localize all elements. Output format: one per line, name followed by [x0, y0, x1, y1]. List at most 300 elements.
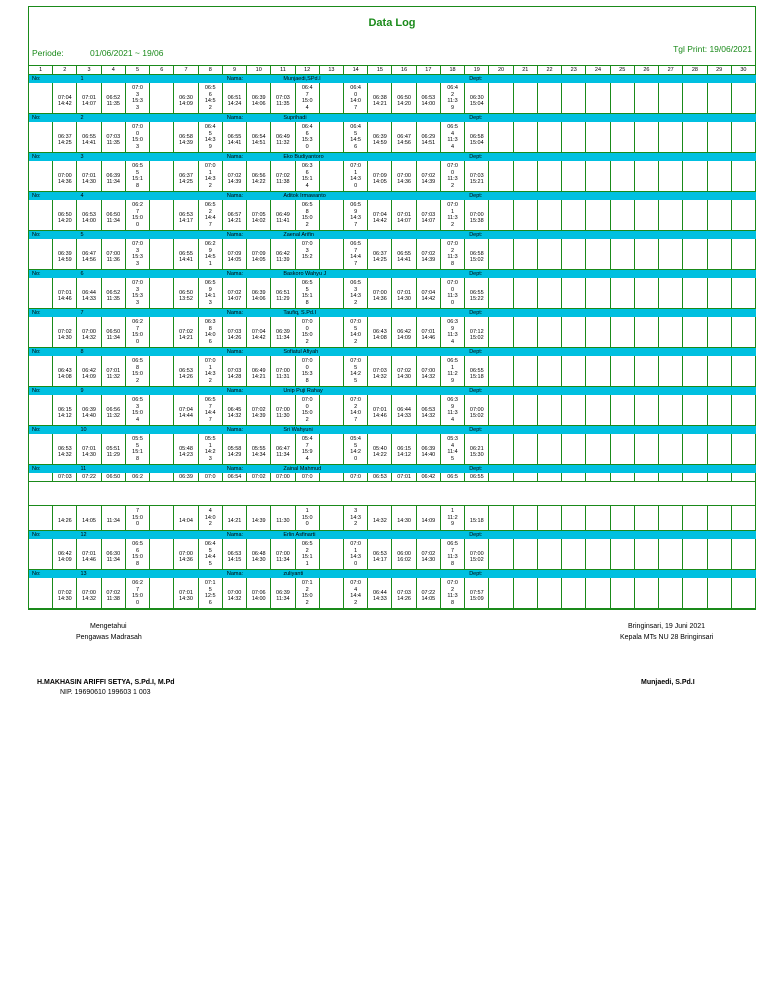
time-value: 07:0	[301, 319, 313, 325]
time-value: 14:30	[82, 179, 96, 186]
time-cell-28	[683, 278, 707, 308]
time-cell-26	[635, 122, 659, 152]
time-value: 5	[208, 586, 212, 593]
time-value: 07:0	[350, 319, 361, 325]
time-value: 14:32	[227, 596, 242, 603]
time-value: 07:02	[106, 589, 121, 596]
time-value: 8	[136, 455, 140, 462]
time-cell-4	[102, 122, 126, 152]
time-cell-2	[53, 434, 77, 464]
employee-band-row	[29, 348, 756, 356]
time-value: 06:52	[106, 94, 121, 101]
time-cell-17	[417, 83, 441, 113]
time-cell-1	[29, 356, 53, 386]
time-cell-24	[586, 239, 610, 269]
time-cell-17	[417, 122, 441, 152]
time-cell-25	[611, 278, 635, 308]
time-cell-13	[320, 200, 344, 230]
time-value: 11:39	[276, 257, 290, 264]
time-value: 11:3	[447, 554, 458, 560]
time-cell-6	[150, 356, 174, 386]
time-value: 8	[451, 599, 455, 606]
time-cell-5	[126, 122, 150, 152]
time-cell-7	[174, 506, 198, 530]
time-value: 6	[136, 547, 140, 554]
column-header-12: 12	[296, 66, 320, 74]
time-value: 14:0	[350, 98, 361, 104]
time-value: 06:5	[350, 280, 361, 286]
time-value: 2	[208, 521, 212, 528]
time-value: 11:41	[276, 218, 290, 225]
time-cell-20	[489, 578, 513, 608]
time-cell-25	[611, 239, 635, 269]
time-cell-26	[635, 578, 659, 608]
time-cell-30	[732, 473, 756, 481]
time-value: 7	[451, 547, 455, 554]
time-value: 06:49	[276, 133, 290, 140]
time-cell-8	[199, 239, 223, 269]
time-value: 06:58	[469, 250, 484, 257]
time-value: 4	[451, 416, 455, 423]
time-value: 15:02	[469, 557, 484, 564]
time-cell-4	[102, 278, 126, 308]
time-value: 15:2	[301, 254, 313, 260]
time-cell-26	[635, 473, 659, 481]
time-value: 05:40	[372, 445, 387, 452]
time-value: 14:36	[372, 296, 387, 303]
time-cell-14	[344, 434, 368, 464]
time-value: 06:52	[106, 289, 121, 296]
time-value: 06:38	[372, 94, 387, 101]
time-value: 1	[208, 442, 212, 449]
time-value: 14:30	[179, 596, 193, 603]
time-value: 06:44	[82, 289, 96, 296]
column-header-27: 27	[659, 66, 683, 74]
time-value: 14:00	[82, 218, 96, 225]
time-cell-1	[29, 278, 53, 308]
time-cell-26	[635, 539, 659, 569]
time-value: 14:59	[372, 140, 387, 147]
time-value: 07:00	[469, 406, 484, 413]
time-value: 11:2	[447, 514, 458, 521]
time-value: 14:0	[350, 332, 361, 338]
time-value: 14:46	[57, 296, 72, 303]
time-value: 06:5	[301, 541, 313, 547]
time-value: 14:39	[421, 179, 436, 186]
time-value: 15:02	[469, 335, 484, 342]
time-value: 14:09	[397, 335, 411, 342]
time-cell-22	[538, 539, 562, 569]
time-value: 14:0	[204, 332, 216, 338]
time-row	[29, 200, 756, 231]
time-cell-29	[708, 161, 732, 191]
time-cell-9	[223, 473, 247, 481]
time-row	[29, 83, 756, 114]
time-cell-27	[659, 317, 683, 347]
time-value: 11:34	[106, 218, 120, 225]
time-value: 14:33	[397, 413, 411, 420]
time-value: 14:32	[82, 335, 96, 342]
time-value: 14:06	[251, 296, 266, 303]
time-value: 07:03	[106, 133, 121, 140]
time-value: 0	[451, 299, 455, 306]
time-value: 11:32	[106, 413, 120, 420]
time-cell-12	[296, 161, 320, 191]
time-cell-9	[223, 506, 247, 530]
time-value: 07:01	[106, 367, 121, 374]
time-value: 05:48	[179, 445, 193, 452]
time-cell-11	[271, 434, 295, 464]
time-cell-13	[320, 434, 344, 464]
time-value: 14:1	[204, 293, 216, 299]
time-cell-23	[562, 356, 586, 386]
time-value: 06:53	[421, 94, 436, 101]
time-value: 14:42	[57, 101, 72, 108]
time-cell-18	[441, 161, 465, 191]
time-value: 9	[208, 247, 212, 254]
employee-name: Taufiq, S.Pd.I	[283, 310, 317, 316]
footer-left-line1: Mengetahui	[90, 623, 127, 630]
time-cell-5	[126, 473, 150, 481]
time-value: 9	[354, 208, 358, 215]
time-value: 14:41	[227, 140, 242, 147]
time-value: 14:26	[57, 518, 72, 524]
employee-band-row	[29, 75, 756, 83]
time-value: 07:00	[179, 550, 193, 557]
time-value: 8	[208, 325, 212, 332]
time-value: 07:0	[447, 280, 458, 286]
time-value: 14:21	[372, 101, 387, 108]
time-cell-19	[465, 83, 489, 113]
time-cell-9	[223, 539, 247, 569]
time-value: 14:30	[421, 557, 436, 564]
time-value: 07:0	[350, 473, 361, 480]
time-cell-7	[174, 161, 198, 191]
time-value: 14:41	[82, 140, 96, 147]
time-cell-22	[538, 395, 562, 425]
time-value: 11:34	[106, 179, 120, 186]
employee-band-row	[29, 114, 756, 122]
time-cell-30	[732, 539, 756, 569]
time-cell-15	[368, 578, 392, 608]
column-header-21: 21	[514, 66, 538, 74]
time-value: 14:08	[372, 335, 387, 342]
time-value: 07:02	[57, 589, 72, 596]
employee-no: 10	[80, 427, 87, 433]
time-value: 15:0	[301, 593, 313, 599]
time-cell-21	[514, 278, 538, 308]
time-cell-15	[368, 317, 392, 347]
time-value: 15:3	[132, 293, 143, 299]
column-header-18: 18	[441, 66, 465, 74]
time-value: 06:55	[82, 133, 96, 140]
footer-right-name: Munjaedi, S.Pd.I	[641, 679, 695, 686]
time-cell-2	[53, 506, 77, 530]
time-value: 06:5	[132, 397, 143, 403]
time-value: 9	[208, 286, 212, 293]
time-cell-24	[586, 356, 610, 386]
time-cell-23	[562, 395, 586, 425]
time-cell-30	[732, 83, 756, 113]
time-cell-11	[271, 473, 295, 481]
time-value: 15:0	[132, 593, 143, 599]
time-value: 14:32	[372, 518, 387, 524]
time-value: 07:03	[276, 94, 290, 101]
time-value: 14:26	[397, 596, 411, 603]
time-value: 06:15	[397, 445, 411, 452]
time-value: 3	[136, 403, 140, 410]
time-cell-16	[393, 161, 417, 191]
time-value: 11:34	[106, 518, 120, 524]
employee-band-row	[29, 270, 756, 278]
time-row	[29, 122, 756, 153]
time-cell-30	[732, 506, 756, 530]
time-cell-6	[150, 83, 174, 113]
time-cell-15	[368, 506, 392, 530]
name-label: Nama:	[226, 232, 244, 238]
time-value: 07:09	[251, 250, 266, 257]
time-value: 11:30	[276, 413, 290, 420]
time-value: 15:0	[132, 554, 143, 560]
time-cell-21	[514, 83, 538, 113]
time-value: 06:4	[447, 85, 458, 91]
name-label: Nama:	[226, 532, 244, 538]
time-cell-30	[732, 356, 756, 386]
time-value: 07:01	[82, 94, 96, 101]
time-value: 06:39	[82, 406, 96, 413]
time-cell-20	[489, 539, 513, 569]
time-cell-3	[77, 239, 101, 269]
time-value: 06:48	[251, 550, 266, 557]
time-cell-6	[150, 161, 174, 191]
time-value: 11:2	[447, 371, 458, 377]
time-value: 07:00	[276, 406, 290, 413]
time-cell-6	[150, 473, 174, 481]
time-value: 16:02	[397, 557, 411, 564]
time-cell-18	[441, 473, 465, 481]
time-value: 3	[136, 286, 140, 293]
dept-label: Dept:	[469, 115, 483, 121]
time-value: 11:35	[106, 140, 120, 147]
time-value: 11:29	[276, 296, 290, 303]
time-value: 06:47	[276, 445, 290, 452]
time-cell-5	[126, 317, 150, 347]
time-value: 06:00	[397, 550, 411, 557]
time-cell-3	[77, 356, 101, 386]
time-value: 05:4	[350, 436, 361, 442]
time-cell-22	[538, 239, 562, 269]
time-value: 2	[208, 377, 212, 384]
employee-no: 2	[80, 115, 84, 121]
time-cell-12	[296, 356, 320, 386]
time-value: 3	[136, 247, 140, 254]
employee-no: 4	[80, 193, 84, 199]
time-value: 15:0	[132, 514, 143, 521]
time-cell-27	[659, 356, 683, 386]
time-value: 14:39	[421, 257, 436, 264]
time-value: 15:1	[132, 176, 143, 182]
time-cell-28	[683, 473, 707, 481]
time-cell-29	[708, 278, 732, 308]
time-value: 0	[354, 91, 358, 98]
time-value: 06:50	[179, 289, 193, 296]
name-label: Nama:	[226, 427, 244, 433]
time-cell-20	[489, 506, 513, 530]
time-cell-29	[708, 578, 732, 608]
time-cell-7	[174, 356, 198, 386]
time-value: 07:03	[421, 211, 436, 218]
time-cell-17	[417, 506, 441, 530]
time-value: 15:3	[132, 98, 143, 104]
time-cell-2	[53, 473, 77, 481]
time-cell-17	[417, 239, 441, 269]
name-label: Nama:	[226, 271, 244, 277]
employee-name: Unip Puji Rahay	[283, 388, 323, 394]
time-value: 14:36	[179, 557, 193, 564]
time-value: 07:0	[204, 163, 216, 169]
time-value: 06:55	[469, 367, 484, 374]
time-cell-15	[368, 83, 392, 113]
time-cell-14	[344, 578, 368, 608]
time-value: 07:01	[397, 289, 411, 296]
time-cell-28	[683, 239, 707, 269]
time-value: 14:06	[251, 101, 266, 108]
employee-band-row	[29, 192, 756, 200]
time-cell-27	[659, 83, 683, 113]
time-value: 13:52	[179, 296, 193, 303]
time-cell-10	[247, 83, 271, 113]
time-value: 0	[354, 455, 358, 462]
time-cell-3	[77, 506, 101, 530]
time-value: 0	[451, 169, 455, 176]
time-value: 14:00	[421, 101, 436, 108]
time-value: 14:15	[227, 557, 242, 564]
no-label: No:	[32, 271, 41, 277]
time-cell-5	[126, 200, 150, 230]
time-value: 15:04	[469, 140, 484, 147]
time-cell-10	[247, 317, 271, 347]
time-value: 15:9	[301, 449, 313, 455]
time-cell-7	[174, 578, 198, 608]
time-cell-7	[174, 239, 198, 269]
time-value: 14:17	[372, 557, 387, 564]
time-cell-25	[611, 506, 635, 530]
time-cell-17	[417, 395, 441, 425]
time-cell-20	[489, 122, 513, 152]
time-value: 0	[305, 325, 309, 332]
time-cell-9	[223, 200, 247, 230]
time-cell-6	[150, 200, 174, 230]
time-value: 07:0	[301, 241, 313, 247]
time-cell-13	[320, 239, 344, 269]
time-cell-14	[344, 473, 368, 481]
time-value: 2	[305, 338, 309, 345]
time-value: 15:0	[132, 215, 143, 221]
time-cell-12	[296, 122, 320, 152]
time-value: 05:4	[301, 436, 313, 442]
time-value: 1	[208, 364, 212, 371]
time-cell-20	[489, 317, 513, 347]
time-value: 06:39	[179, 473, 193, 480]
time-cell-3	[77, 317, 101, 347]
time-cell-16	[393, 539, 417, 569]
time-value: 4	[451, 143, 455, 150]
time-cell-25	[611, 473, 635, 481]
employee-band-row	[29, 531, 756, 539]
no-label: No:	[32, 232, 41, 238]
time-cell-9	[223, 278, 247, 308]
time-cell-5	[126, 356, 150, 386]
time-value: 14:32	[227, 413, 242, 420]
time-cell-29	[708, 395, 732, 425]
time-cell-9	[223, 395, 247, 425]
time-cell-24	[586, 539, 610, 569]
time-value: 05:51	[106, 445, 121, 452]
employee-name: Suprihadi	[283, 115, 307, 121]
time-cell-15	[368, 239, 392, 269]
time-value: 07:0	[350, 163, 361, 169]
time-value: 15:02	[469, 413, 484, 420]
column-header-13: 13	[320, 66, 344, 74]
time-value: 2	[354, 299, 358, 306]
time-cell-13	[320, 83, 344, 113]
time-value: 07:04	[179, 406, 193, 413]
time-cell-23	[562, 278, 586, 308]
time-cell-8	[199, 161, 223, 191]
time-cell-19	[465, 317, 489, 347]
time-value: 15:18	[469, 374, 484, 381]
time-cell-11	[271, 317, 295, 347]
time-value: 14:20	[397, 101, 411, 108]
time-cell-2	[53, 122, 77, 152]
time-value: 0	[305, 143, 309, 150]
time-cell-12	[296, 506, 320, 530]
time-cell-18	[441, 122, 465, 152]
column-header-30: 30	[732, 66, 756, 74]
time-value: 15:0	[132, 410, 143, 416]
dept-label: Dept:	[469, 427, 483, 433]
time-value: 07:0	[350, 358, 361, 364]
time-value: 11:32	[106, 374, 120, 381]
time-value: 14:32	[82, 596, 96, 603]
time-value	[296, 261, 319, 268]
time-value: 1	[208, 260, 212, 267]
time-cell-26	[635, 434, 659, 464]
no-label: No:	[32, 388, 41, 394]
time-cell-10	[247, 239, 271, 269]
time-value: 1	[305, 560, 309, 567]
time-cell-20	[489, 83, 513, 113]
time-row	[29, 239, 756, 270]
time-value: 2	[305, 599, 309, 606]
time-cell-14	[344, 83, 368, 113]
time-value: 14:12	[57, 413, 72, 420]
time-value: 0	[305, 521, 309, 528]
column-header-17: 17	[417, 66, 441, 74]
time-value: 7	[305, 91, 309, 98]
time-value: 7	[208, 221, 212, 228]
time-value: 5	[354, 364, 358, 371]
time-cell-12	[296, 539, 320, 569]
time-cell-16	[393, 317, 417, 347]
time-value: 14:4	[204, 410, 216, 416]
time-value: 8	[136, 364, 140, 371]
time-value: 7	[136, 325, 140, 332]
time-value: 07:02	[421, 550, 436, 557]
column-header-28: 28	[683, 66, 707, 74]
time-cell-12	[296, 395, 320, 425]
time-value: 2	[208, 208, 212, 215]
